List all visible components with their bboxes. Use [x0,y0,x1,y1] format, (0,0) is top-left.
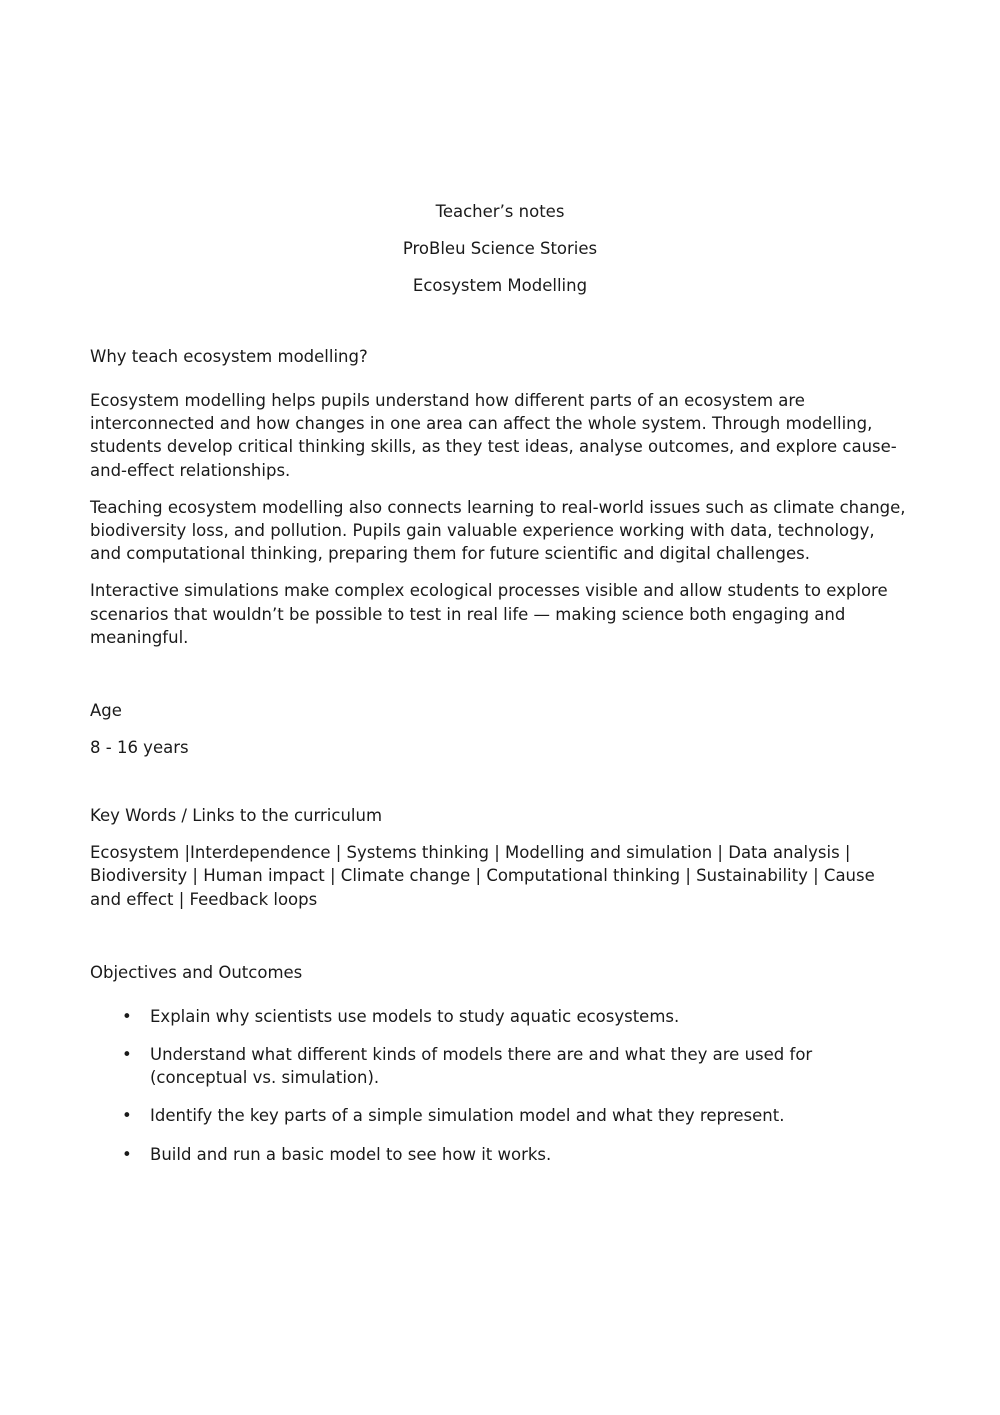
bullet-point-icon: • [122,1006,132,1026]
spacer [90,984,908,1005]
key-words-text: Ecosystem |Interdependence | Systems thinking | Modelling and simulation | Data analysis | Biodiversity | Human impact | Climate change | Computational thinking | Sustainability | Cause and effect | Feedback loops [90,843,875,909]
spacer [90,482,908,496]
objectives-list [90,1005,908,1166]
document-title-line-3: Ecosystem Modelling [412,276,588,295]
paragraph-why-teach-2: Teaching ecosystem modelling also connects learning to real-world issues such as climate change, biodiversity loss, and pollution. Pupils gain valuable experience working with data, technology, and computational thinking, preparing them for future scientific and digital challenges. [90,497,906,564]
list-item-text: Build and run a basic model to see how it works. [150,1144,552,1164]
spacer [90,911,908,961]
section-heading-objectives: Objectives and Outcomes [90,962,303,982]
list-item [90,1143,908,1166]
list-item [90,1043,908,1089]
document-title-line-2: ProBleu Science Stories [402,239,598,258]
spacer [90,827,908,841]
spacer [90,368,908,389]
title-block [0,193,1000,304]
list-item-text: Identify the key parts of a simple simulation model and what they represent. [150,1106,785,1126]
paragraph-why-teach-3: Interactive simulations make complex ecological processes visible and allow students to explore scenarios that wouldn’t be possible to test in real life — making science both engaging and meaningful. [90,581,888,647]
spacer [90,722,908,736]
list-item [90,1005,908,1028]
section-heading-why-teach: Why teach ecosystem modelling? [90,347,368,366]
list-item-text: Understand what different kinds of models there are and what they are used for (conceptual vs. simulation). [150,1045,813,1088]
list-item [90,1104,908,1127]
spacer [90,565,908,579]
bullet-point-icon: • [122,1045,132,1065]
spacer [90,759,908,804]
document-title-line-1: Teacher’s notes [435,202,565,221]
bullet-point-icon: • [122,1144,132,1164]
spacer [90,649,908,699]
list-item-text: Explain why scientists use models to study aquatic ecosystems. [150,1006,680,1026]
age-value: 8 - 16 years [90,738,189,758]
section-heading-key-words: Key Words / Links to the curriculum [90,806,383,826]
paragraph-why-teach-1: Ecosystem modelling helps pupils understand how different parts of an ecosystem are interconnected and how changes in one area can affect the whole system. Through modelling, students develop critical thinking skills, as they test ideas, analyse outcomes, and explore cause-and-effect relationships. [90,391,897,480]
section-heading-age: Age [90,701,122,721]
document-body [90,345,908,1166]
bullet-point-icon: • [122,1106,132,1126]
